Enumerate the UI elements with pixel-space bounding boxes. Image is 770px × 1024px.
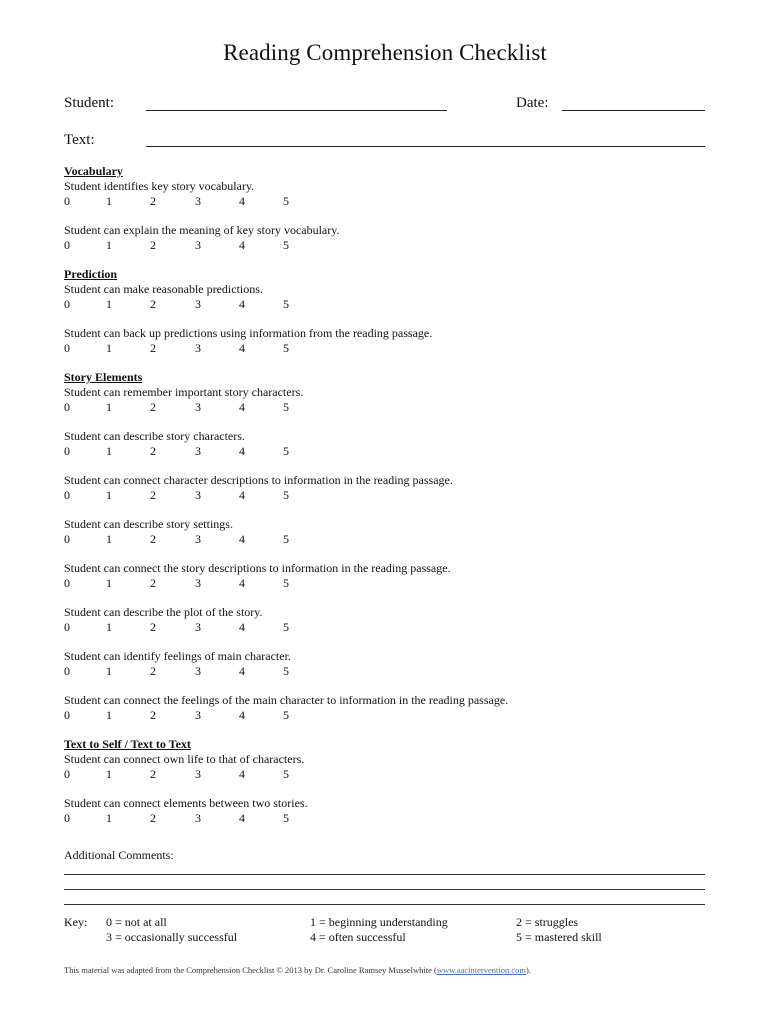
rating-option-0[interactable]: 0 — [64, 488, 70, 502]
rating-option-3[interactable]: 3 — [195, 576, 201, 590]
rating-option-2[interactable]: 2 — [150, 620, 156, 634]
comment-line[interactable] — [64, 904, 705, 905]
rating-option-1[interactable]: 1 — [106, 576, 112, 590]
checklist-item-text: Student can connect character descriptions to information in the reading passage. — [64, 473, 453, 487]
rating-scale — [64, 576, 724, 591]
comment-line[interactable] — [64, 874, 705, 875]
rating-option-1[interactable]: 1 — [106, 811, 112, 825]
rating-option-4[interactable]: 4 — [239, 297, 245, 311]
rating-option-1[interactable]: 1 — [106, 664, 112, 678]
rating-option-2[interactable]: 2 — [150, 238, 156, 252]
rating-option-1[interactable]: 1 — [106, 194, 112, 208]
rating-option-5[interactable]: 5 — [283, 811, 289, 825]
spacer — [64, 547, 724, 561]
rating-scale — [64, 341, 724, 356]
rating-option-2[interactable]: 2 — [150, 811, 156, 825]
spacer — [64, 782, 724, 796]
rating-option-4[interactable]: 4 — [239, 194, 245, 208]
rating-option-0[interactable]: 0 — [64, 532, 70, 546]
rating-option-5[interactable]: 5 — [283, 194, 289, 208]
rating-option-3[interactable]: 3 — [195, 620, 201, 634]
rating-scale — [64, 708, 724, 723]
checklist-item-text: Student can describe the plot of the story. — [64, 605, 263, 619]
rating-option-3[interactable]: 3 — [195, 194, 201, 208]
spacer — [64, 503, 724, 517]
rating-option-4[interactable]: 4 — [239, 488, 245, 502]
rating-option-5[interactable]: 5 — [283, 767, 289, 781]
rating-option-0[interactable]: 0 — [64, 400, 70, 414]
rating-scale — [64, 620, 724, 635]
spacer — [64, 356, 724, 370]
rating-option-4[interactable]: 4 — [239, 400, 245, 414]
comments-label: Additional Comments: — [64, 848, 174, 862]
section-header: Prediction — [64, 267, 118, 281]
rating-option-4[interactable]: 4 — [239, 576, 245, 590]
spacer — [64, 459, 724, 473]
key-label: Key: — [64, 915, 88, 929]
rating-scale — [64, 400, 724, 415]
rating-option-4[interactable]: 4 — [239, 341, 245, 355]
rating-option-2[interactable]: 2 — [150, 664, 156, 678]
rating-option-3[interactable]: 3 — [195, 341, 201, 355]
rating-option-3[interactable]: 3 — [195, 488, 201, 502]
rating-scale — [64, 444, 724, 459]
spacer — [64, 253, 724, 267]
rating-option-4[interactable]: 4 — [239, 811, 245, 825]
rating-option-4[interactable]: 4 — [239, 532, 245, 546]
rating-option-0[interactable]: 0 — [64, 620, 70, 634]
rating-option-1[interactable]: 1 — [106, 238, 112, 252]
rating-option-0[interactable]: 0 — [64, 444, 70, 458]
rating-option-0[interactable]: 0 — [64, 238, 70, 252]
spacer — [64, 312, 724, 326]
rating-option-2[interactable]: 2 — [150, 708, 156, 722]
rating-option-5[interactable]: 5 — [283, 664, 289, 678]
rating-option-3[interactable]: 3 — [195, 767, 201, 781]
footer-text: This material was adapted from the Comprehension Checklist © 2013 by Dr. Caroline Ramsey Musselwhite ( — [64, 965, 437, 975]
rating-option-3[interactable]: 3 — [195, 708, 201, 722]
checklist-item-text: Student can describe story characters. — [64, 429, 245, 443]
rating-option-0[interactable]: 0 — [64, 341, 70, 355]
rating-scale — [64, 297, 724, 312]
checklist-item-text: Student can identify feelings of main character. — [64, 649, 291, 663]
checklist-item-text: Student can connect own life to that of characters. — [64, 752, 305, 766]
rating-option-0[interactable]: 0 — [64, 767, 70, 781]
checklist-item-text: Student can connect the story descriptions to information in the reading passage. — [64, 561, 451, 575]
rating-option-0[interactable]: 0 — [64, 811, 70, 825]
rating-option-5[interactable]: 5 — [283, 576, 289, 590]
rating-option-5[interactable]: 5 — [283, 238, 289, 252]
rating-option-2[interactable]: 2 — [150, 576, 156, 590]
key-entry: 2 = struggles — [516, 915, 579, 929]
page-title: Reading Comprehension Checklist — [223, 40, 547, 65]
rating-option-5[interactable]: 5 — [283, 708, 289, 722]
rating-option-2[interactable]: 2 — [150, 297, 156, 311]
rating-option-5[interactable]: 5 — [283, 444, 289, 458]
rating-scale — [64, 532, 724, 547]
rating-scale — [64, 811, 724, 826]
footer-link[interactable]: www.aacintervention.com — [436, 965, 526, 975]
spacer — [64, 723, 724, 737]
rating-scale — [64, 488, 724, 503]
key-entry: 0 = not at all — [106, 915, 167, 929]
rating-option-2[interactable]: 2 — [150, 341, 156, 355]
footer-end: ). — [525, 965, 531, 975]
spacer — [64, 635, 724, 649]
rating-option-5[interactable]: 5 — [283, 532, 289, 546]
section-header: Story Elements — [64, 370, 143, 384]
text-field[interactable] — [146, 146, 705, 147]
rating-option-3[interactable]: 3 — [195, 400, 201, 414]
rating-option-2[interactable]: 2 — [150, 767, 156, 781]
rating-option-3[interactable]: 3 — [195, 297, 201, 311]
rating-option-2[interactable]: 2 — [150, 532, 156, 546]
footer-credit — [64, 965, 531, 975]
key-entry: 1 = beginning understanding — [310, 915, 448, 929]
rating-option-3[interactable]: 3 — [195, 811, 201, 825]
rating-option-0[interactable]: 0 — [64, 664, 70, 678]
rating-option-1[interactable]: 1 — [106, 532, 112, 546]
checklist — [64, 164, 724, 840]
rating-option-3[interactable]: 3 — [195, 664, 201, 678]
checklist-item-text: Student can explain the meaning of key story vocabulary. — [64, 223, 340, 237]
rating-scale — [64, 664, 724, 679]
rating-option-5[interactable]: 5 — [283, 488, 289, 502]
rating-option-4[interactable]: 4 — [239, 664, 245, 678]
rating-option-4[interactable]: 4 — [239, 620, 245, 634]
key-entry: 5 = mastered skill — [516, 930, 602, 944]
checklist-item-text: Student can remember important story characters. — [64, 385, 304, 399]
rating-scale — [64, 194, 724, 209]
checklist-item-text: Student can describe story settings. — [64, 517, 233, 531]
rating-option-0[interactable]: 0 — [64, 708, 70, 722]
rating-option-1[interactable]: 1 — [106, 488, 112, 502]
rating-option-4[interactable]: 4 — [239, 708, 245, 722]
rating-option-3[interactable]: 3 — [195, 238, 201, 252]
rating-option-5[interactable]: 5 — [283, 341, 289, 355]
rating-option-4[interactable]: 4 — [239, 767, 245, 781]
rating-option-3[interactable]: 3 — [195, 532, 201, 546]
checklist-item-text: Student can back up predictions using information from the reading passage. — [64, 326, 433, 340]
key-entry: 3 = occasionally successful — [106, 930, 238, 944]
rating-option-2[interactable]: 2 — [150, 194, 156, 208]
rating-option-3[interactable]: 3 — [195, 444, 201, 458]
rating-option-4[interactable]: 4 — [239, 238, 245, 252]
spacer — [64, 415, 724, 429]
student-label: Student: — [64, 95, 115, 111]
rating-option-0[interactable]: 0 — [64, 576, 70, 590]
section-header: Vocabulary — [64, 164, 123, 178]
checklist-item-text: Student can make reasonable predictions. — [64, 282, 263, 296]
checklist-item-text: Student can connect the feelings of the main character to information in the reading passage. — [64, 693, 509, 707]
rating-scale — [64, 238, 724, 253]
rating-option-5[interactable]: 5 — [283, 400, 289, 414]
spacer — [64, 826, 724, 840]
rating-option-0[interactable]: 0 — [64, 194, 70, 208]
rating-option-5[interactable]: 5 — [283, 297, 289, 311]
section-header: Text to Self / Text to Text — [64, 737, 191, 751]
comment-line[interactable] — [64, 889, 705, 890]
spacer — [64, 209, 724, 223]
rating-option-1[interactable]: 1 — [106, 767, 112, 781]
rating-option-5[interactable]: 5 — [283, 620, 289, 634]
rating-option-2[interactable]: 2 — [150, 444, 156, 458]
rating-scale — [64, 767, 724, 782]
rating-option-1[interactable]: 1 — [106, 708, 112, 722]
rating-option-1[interactable]: 1 — [106, 444, 112, 458]
rating-option-1[interactable]: 1 — [106, 620, 112, 634]
date-label: Date: — [516, 95, 549, 111]
rating-option-1[interactable]: 1 — [106, 341, 112, 355]
checklist-item-text: Student can connect elements between two stories. — [64, 796, 308, 810]
spacer — [64, 679, 724, 693]
rating-option-2[interactable]: 2 — [150, 488, 156, 502]
key-entry: 4 = often successful — [310, 930, 406, 944]
rating-option-0[interactable]: 0 — [64, 297, 70, 311]
rating-option-2[interactable]: 2 — [150, 400, 156, 414]
rating-option-1[interactable]: 1 — [106, 297, 112, 311]
rating-option-1[interactable]: 1 — [106, 400, 112, 414]
spacer — [64, 591, 724, 605]
date-field[interactable] — [562, 110, 705, 111]
student-field[interactable] — [146, 110, 447, 111]
rating-option-4[interactable]: 4 — [239, 444, 245, 458]
checklist-item-text: Student identifies key story vocabulary. — [64, 179, 255, 193]
text-label: Text: — [64, 132, 95, 148]
